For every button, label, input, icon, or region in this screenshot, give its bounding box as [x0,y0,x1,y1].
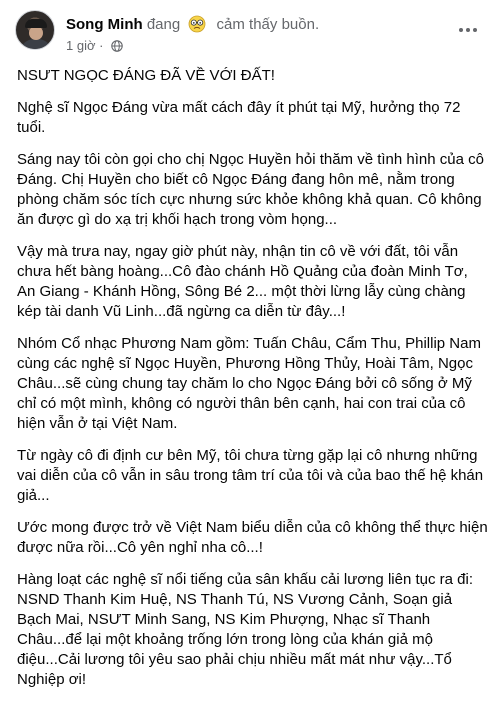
post-paragraph: Hàng loạt các nghệ sĩ nổi tiếng của sân khấu cải lương liên tục ra đi: NSND Thanh Kim Huệ, NS Thanh Tú, NS Vương Cảnh, Soạn giả Bạch Mai, NSƯT Minh Sang, NS Kim Phượng, Nhạc sĩ Thanh Châu...để lại một khoảng trống lớn trong lòng của khán giả mộ điệu...Cải lương tôi yêu sao phải chịu nhiều mất mát như vậy...Tổ Nghiệp ơi! [17,571,473,688]
post-paragraph: Nhóm Cổ nhạc Phương Nam gồm: Tuấn Châu, Cẩm Thu, Phillip Nam cùng các nghệ sĩ Ngọc Huyền, Phương Hồng Thủy, Hoài Tâm, Ngọc Châu...sẽ cùng chung tay chăm lo cho Ngọc Đáng bởi cô sống ở Mỹ chỉ có một mình, không có người thân bên cạnh, hai con trai của cô hiện vẫn ở tại Việt Nam. [17,335,481,432]
avatar[interactable] [15,10,55,50]
post-paragraph: Vậy mà trưa nay, ngay giờ phút này, nhận tin cô về với đất, tôi vẫn chưa hết bàng hoàng...Cô đào chánh Hồ Quảng của đoàn Minh Tơ, An Giang - Khánh Hồng, Sông Bé 2... một thời lừng lẫy cùng chàng kép tài danh Vũ Linh...đã ngừng ca diễn từ đây...! [17,243,468,320]
post-paragraph: Sáng nay tôi còn gọi cho chị Ngọc Huyền hỏi thăm về tình hình của cô Đáng. Chị Huyền cho biết cô Ngọc Đáng đang hôn mê, nằm trong phòng chăm sóc tích cực nhưng sức khỏe không khả quan. Cô không ăn được gì do xạ trị khối hạch trong vòm họng... [17,151,484,228]
meta-separator: · [99,38,104,53]
sad-face-emoji-icon [188,15,206,33]
globe-icon[interactable] [111,40,123,52]
post-body [17,66,489,702]
post-header [66,15,319,35]
post-meta [66,38,123,54]
post-paragraph: NSƯT NGỌC ĐÁNG ĐÃ VỀ VỚI ĐẤT! [17,67,275,84]
more-options-icon[interactable] [456,18,480,42]
post-paragraph: Từ ngày cô đi định cư bên Mỹ, tôi chưa từng gặp lại cô nhưng những vai diễn của cô vẫn in sâu trong tâm trí của tôi và của bao thế hệ khán giả... [17,447,484,504]
post-paragraph: Ước mong được trở về Việt Nam biểu diễn của cô không thể thực hiện được nữa rồi...Cô yên nghỉ nha cô...! [17,519,488,556]
post-paragraph: Nghệ sĩ Ngọc Đáng vừa mất cách đây ít phút tại Mỹ, hưởng thọ 72 tuổi. [17,99,461,136]
feeling-text[interactable]: cảm thấy buồn. [216,16,320,33]
author-name[interactable]: Song Minh [66,16,143,33]
feeling-prefix: đang [146,16,181,33]
post-timestamp[interactable]: 1 giờ [66,38,96,53]
